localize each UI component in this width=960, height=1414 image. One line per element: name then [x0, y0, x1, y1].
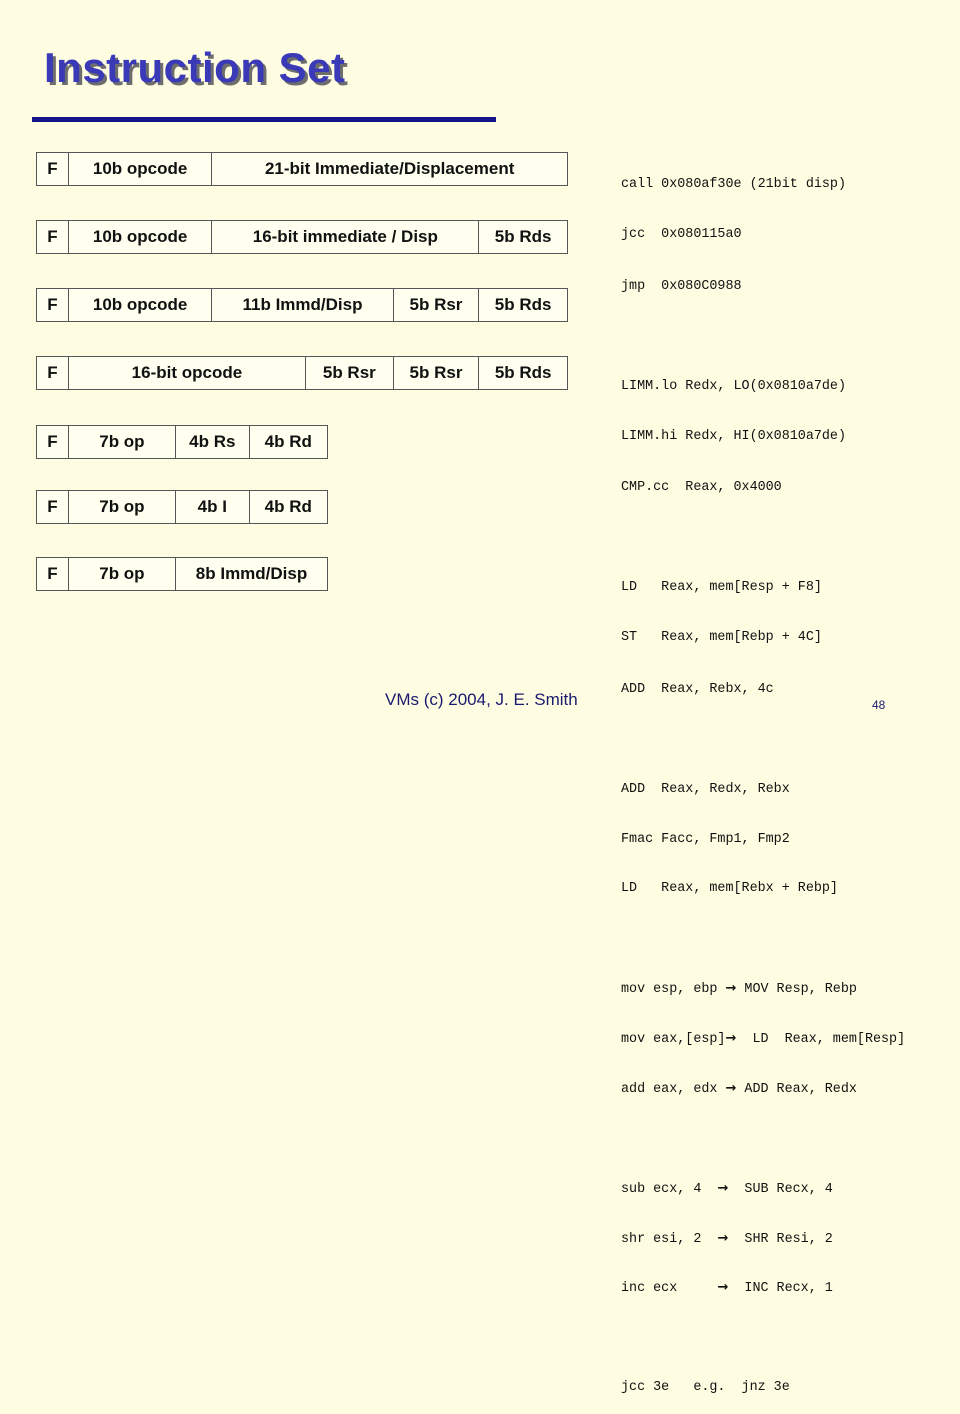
example-code-listing: [621, 144, 905, 1414]
code-line: mov esp, ebp → MOV Resp, Rebp: [621, 981, 857, 998]
code-line: add eax, edx → ADD Reax, Redx: [621, 1080, 857, 1097]
format-field: 5b Rsr: [306, 357, 394, 389]
arrow-right-icon: →: [725, 1031, 737, 1047]
code-line: LIMM.hi Redx, HI(0x0810a7de): [621, 428, 846, 444]
page-number: 48: [872, 698, 886, 712]
slide-footer: VMs (c) 2004, J. E. Smith: [385, 690, 578, 709]
code-line: Fmac Facc, Fmp1, Fmp2: [621, 831, 790, 847]
title-underline: [32, 117, 496, 122]
format-row-6: [36, 490, 328, 524]
format-field: 5b Rsr: [394, 357, 480, 389]
code-line: mov eax,[esp]→ LD Reax, mem[Resp]: [621, 1031, 906, 1048]
format-field: F: [37, 153, 69, 185]
arrow-right-icon: →: [725, 981, 737, 997]
format-field: 10b opcode: [69, 289, 212, 321]
format-row-4: [36, 356, 568, 390]
format-field: 10b opcode: [69, 221, 212, 253]
code-line: jmp 0x080C0988: [621, 278, 742, 294]
format-field: F: [37, 221, 69, 253]
format-field: 4b Rs: [176, 426, 250, 458]
arrow-right-icon: →: [717, 1180, 729, 1196]
code-line: LD Reax, mem[Resp + F8]: [621, 580, 822, 596]
arrow-right-icon: →: [725, 1080, 737, 1096]
format-field: 5b Rds: [494, 227, 552, 246]
format-field: 16-bit opcode: [69, 357, 306, 389]
format-field: 7b op: [69, 558, 176, 590]
code-line: jcc 3e e.g. jnz 3e: [621, 1380, 790, 1396]
format-row-3: [36, 288, 568, 322]
format-field: F: [37, 558, 69, 590]
code-line: jcc 0x080115a0: [621, 226, 742, 242]
code-line: sub ecx, 4 → SUB Recx, 4: [621, 1180, 833, 1197]
arrow-right-icon: →: [717, 1230, 729, 1246]
format-row-7: [36, 557, 328, 591]
format-field: 8b Immd/Disp: [195, 564, 308, 583]
code-line: ST Reax, mem[Rebp + 4C]: [621, 630, 822, 646]
code-line: ADD Reax, Rebx, 4c: [621, 681, 774, 697]
format-field: 21-bit Immediate/Displacement: [264, 159, 515, 178]
format-field: 5b Rsr: [394, 289, 480, 321]
code-line: LD Reax, mem[Rebx + Rebp]: [621, 881, 838, 897]
code-line: ADD Reax, Redx, Rebx: [621, 781, 790, 797]
format-field: F: [37, 491, 69, 523]
code-line: shr esi, 2 → SHR Resi, 2: [621, 1230, 833, 1247]
format-field: 4b Rd: [264, 497, 312, 516]
format-row-5: [36, 425, 328, 459]
format-field: F: [37, 289, 69, 321]
format-field: 4b Rd: [264, 432, 312, 451]
arrow-right-icon: →: [717, 1280, 729, 1296]
format-field: F: [37, 426, 69, 458]
format-field: 7b op: [69, 426, 176, 458]
code-line: call 0x080af30e (21bit disp): [621, 177, 846, 193]
code-line: CMP.cc Reax, 0x4000: [621, 480, 782, 496]
format-field: 11b Immd/Disp: [212, 289, 393, 321]
format-field: 7b op: [69, 491, 176, 523]
format-field: 4b I: [176, 491, 250, 523]
format-field: 10b opcode: [69, 153, 212, 185]
format-field: 5b Rds: [494, 295, 552, 314]
format-row-2: [36, 220, 568, 254]
format-row-1: [36, 152, 568, 186]
code-line: LIMM.lo Redx, LO(0x0810a7de): [621, 378, 846, 394]
format-field: 16-bit immediate / Disp: [212, 221, 479, 253]
format-field: F: [37, 357, 69, 389]
code-line: inc ecx → INC Recx, 1: [621, 1280, 833, 1297]
format-field: 5b Rds: [494, 363, 552, 382]
slide-title: Instruction Set: [44, 44, 346, 91]
